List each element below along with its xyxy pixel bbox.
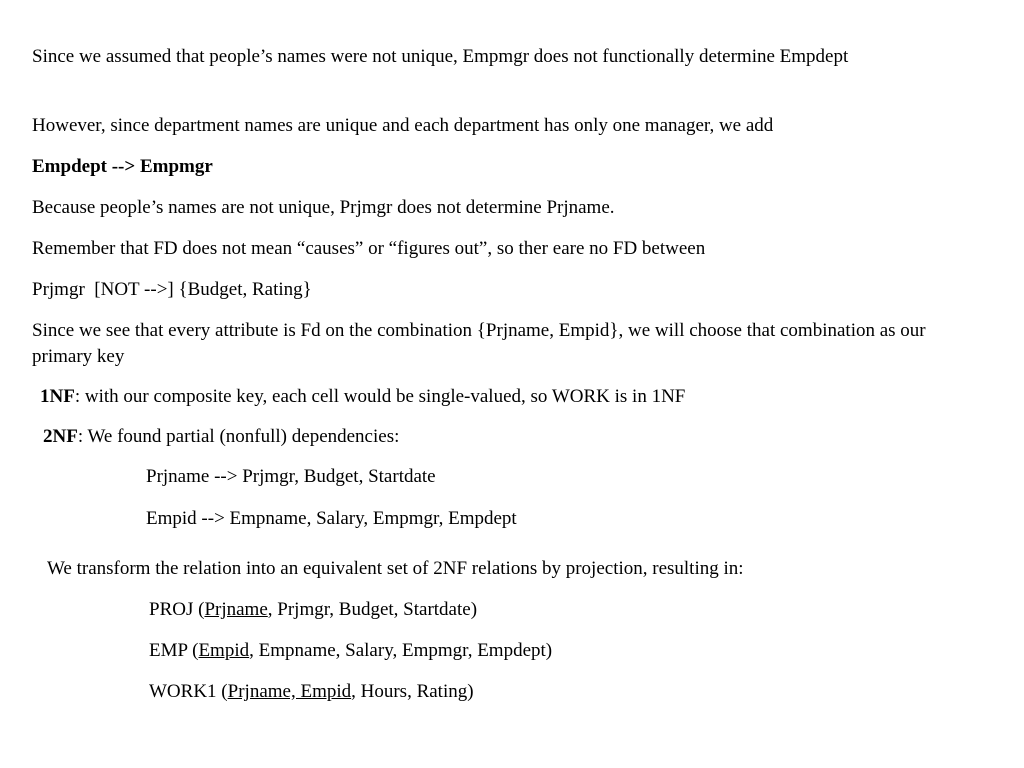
paragraph-fd-not-causes: Remember that FD does not mean “causes” or “figures out”, so ther eare no FD between [32, 238, 706, 259]
dependency-empid: Empid --> Empname, Salary, Empmgr, Empdept [146, 508, 517, 529]
nf1-label: 1NF [40, 386, 75, 407]
relation-emp-prefix: EMP ( [149, 640, 199, 661]
relation-emp [149, 638, 552, 664]
paragraph-primary-key: Since we see that every attribute is Fd on the combination {Prjname, Empid}, we will choose that combination as our primary key [32, 320, 926, 367]
relation-work1-key: Prjname, Empid [227, 681, 352, 702]
relation-work1 [149, 679, 474, 705]
nf2-label: 2NF [43, 426, 78, 447]
relation-proj-rest: , Prjmgr, Budget, Startdate) [267, 599, 478, 620]
relation-work1-prefix: WORK1 ( [149, 681, 228, 702]
paragraph-prjmgr-not-fd: Prjmgr [NOT -->] {Budget, Rating} [32, 279, 312, 300]
relation-emp-rest: , Empname, Salary, Empmgr, Empdept) [249, 640, 553, 661]
relation-work1-rest: , Hours, Rating) [351, 681, 474, 702]
transform-sentence: We transform the relation into an equivalent set of 2NF relations by projection, resulting in: [47, 558, 744, 579]
nf2-text: : We found partial (nonfull) dependencies: [77, 426, 400, 447]
nf2-line [43, 424, 399, 450]
paragraph-empmgr-not-determine: Since we assumed that people’s names were not unique, Empmgr does not functionally determine Empdept [32, 46, 849, 67]
relation-proj-key: Prjname [204, 599, 268, 620]
fd-empdept-empmgr: Empdept --> Empmgr [32, 156, 213, 177]
dependency-prjname: Prjname --> Prjmgr, Budget, Startdate [146, 466, 436, 487]
nf1-line [40, 384, 685, 410]
paragraph-prjmgr-not-determine: Because people’s names are not unique, Prjmgr does not determine Prjname. [32, 197, 615, 218]
relation-proj-prefix: PROJ ( [149, 599, 205, 620]
paragraph-department-unique: However, since department names are unique and each department has only one manager, we add [32, 115, 774, 136]
relation-proj [149, 597, 477, 623]
nf1-text: : with our composite key, each cell would be single-valued, so WORK is in 1NF [74, 386, 686, 407]
relation-emp-key: Empid [198, 640, 250, 661]
